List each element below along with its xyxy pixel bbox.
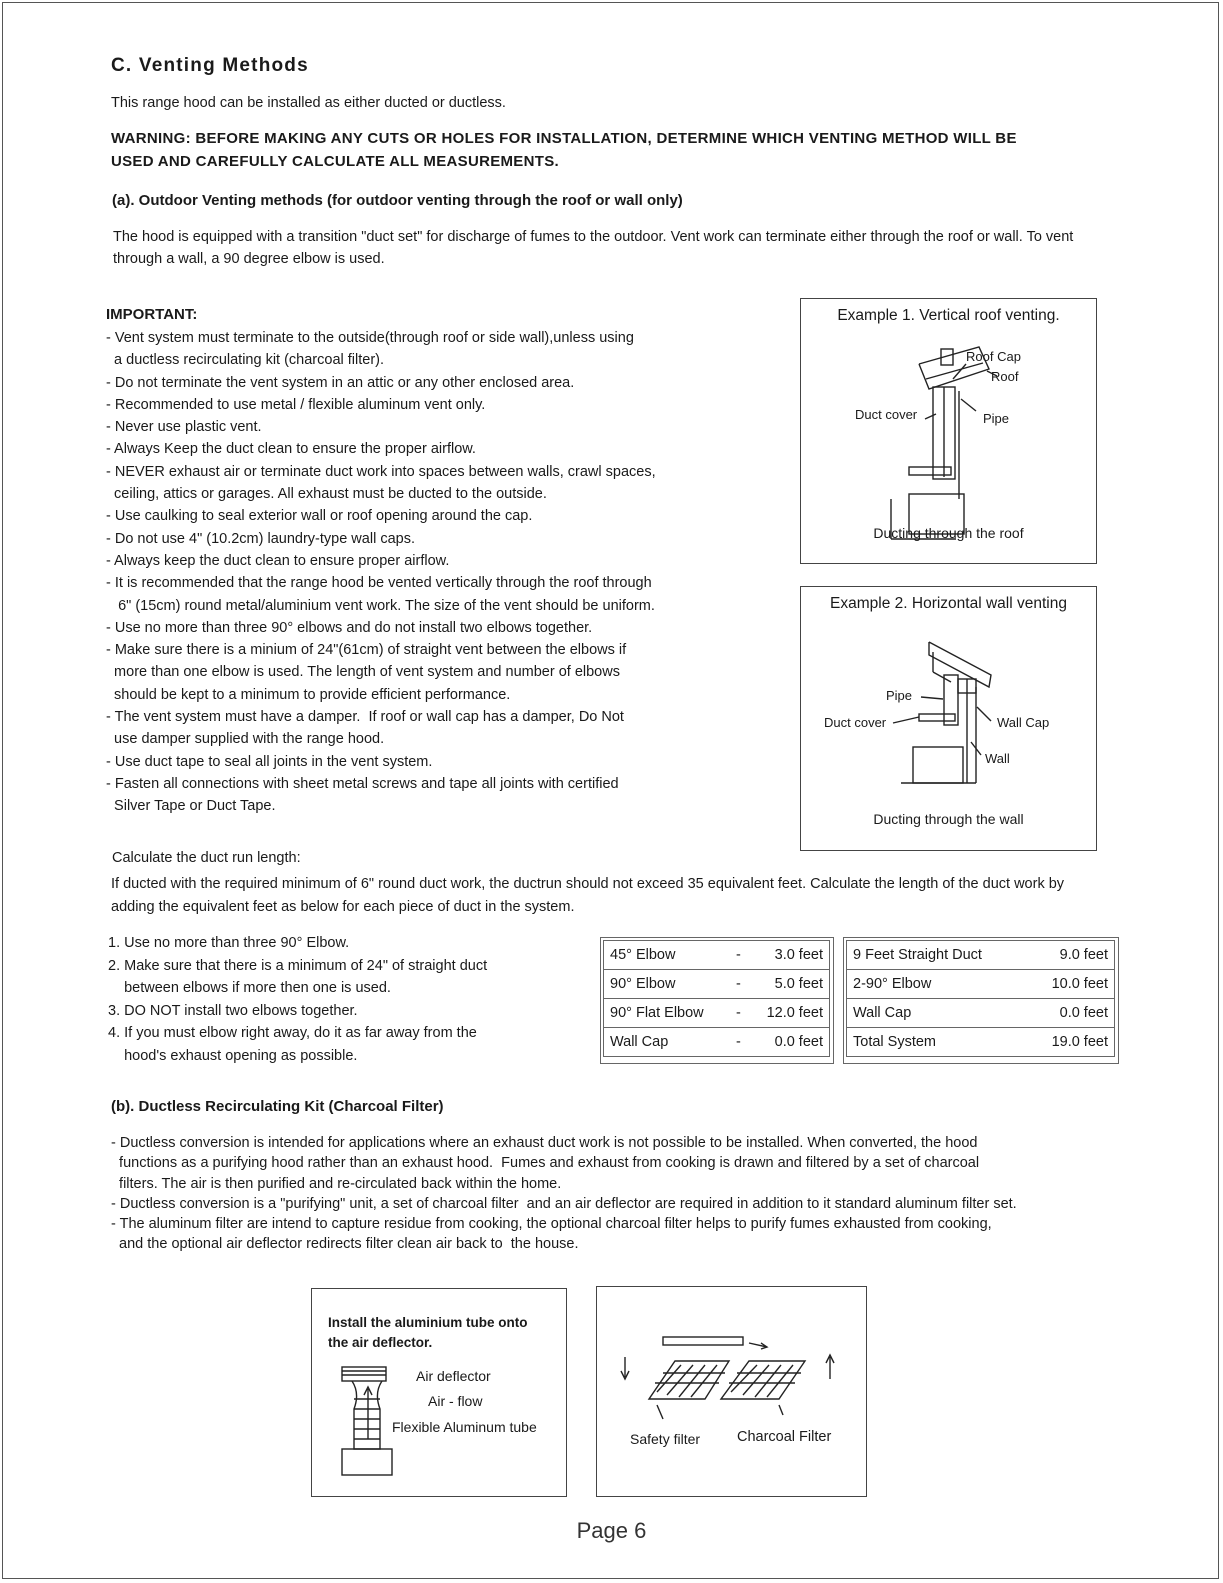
ductless-heading: (b). Ductless Recirculating Kit (Charcoal Filter) bbox=[111, 1098, 444, 1115]
table-cell: - bbox=[728, 941, 748, 970]
table-row bbox=[847, 999, 1115, 1028]
table-cell: 2-90° Elbow bbox=[847, 970, 1027, 999]
list-item: between elbows if more then one is used. bbox=[108, 980, 391, 996]
list-item: - Do not use 4" (10.2cm) laundry-type wall caps. bbox=[106, 530, 415, 547]
charcoal-filter-label: Charcoal Filter bbox=[737, 1429, 832, 1445]
example2-figure bbox=[800, 586, 1097, 851]
list-item: - Do not terminate the vent system in an attic or any other enclosed area. bbox=[106, 374, 575, 391]
list-item: 6" (15cm) round metal/aluminium vent work. The size of the vent should be uniform. bbox=[106, 597, 655, 614]
table-cell: Wall Cap bbox=[847, 999, 1027, 1028]
elbow-rules-list bbox=[108, 932, 487, 1067]
table-row bbox=[604, 1028, 830, 1057]
list-item: - Vent system must terminate to the outside(through roof or side wall),unless using bbox=[106, 330, 634, 346]
table-row bbox=[604, 970, 830, 999]
list-item: - Ductless conversion is a "purifying" unit, a set of charcoal filter and an air deflector are required in addition to it standard aluminum filter set. bbox=[111, 1195, 1017, 1212]
list-item: - The aluminum filter are intend to capture residue from cooking, the optional charcoal filter helps to purify fumes exhausted from cooking, bbox=[111, 1216, 992, 1233]
table-row bbox=[847, 941, 1115, 970]
list-item: - The vent system must have a damper. If roof or wall cap has a damper, Do Not bbox=[106, 709, 624, 726]
important-list bbox=[106, 327, 656, 818]
table-cell: Total System bbox=[847, 1028, 1027, 1057]
list-item: ceiling, attics or garages. All exhaust must be ducted to the outside. bbox=[106, 486, 547, 503]
list-item: 2. Make sure that there is a minimum of 24" of straight duct bbox=[108, 957, 488, 974]
list-item: - NEVER exhaust air or terminate duct work into spaces between walls, crawl spaces, bbox=[106, 463, 656, 480]
table-row bbox=[604, 941, 830, 970]
important-heading: IMPORTANT: bbox=[106, 306, 198, 323]
list-item: Silver Tape or Duct Tape. bbox=[106, 798, 276, 815]
table-cell: 5.0 feet bbox=[748, 970, 829, 999]
figure3-title-line: Install the aluminium tube onto bbox=[328, 1315, 528, 1330]
table-cell: 12.0 feet bbox=[748, 999, 829, 1028]
list-item: - Use caulking to seal exterior wall or roof opening around the cap. bbox=[106, 508, 533, 525]
list-item: 4. If you must elbow right away, do it as far away from the bbox=[108, 1025, 477, 1041]
roof-cap-label: Roof Cap bbox=[966, 349, 1021, 364]
table-cell: 3.0 feet bbox=[748, 941, 829, 970]
example2-caption: Ducting through the wall bbox=[873, 811, 1024, 827]
table-cell: 19.0 feet bbox=[1027, 1028, 1115, 1057]
list-item: 3. DO NOT install two elbows together. bbox=[108, 1002, 358, 1019]
filters-diagram bbox=[597, 1287, 868, 1498]
list-item: filters. The air is then purified and re-circulated back within the home. bbox=[111, 1175, 562, 1192]
list-item: - Recommended to use metal / flexible aluminum vent only. bbox=[106, 396, 486, 413]
duct-cover-label: Duct cover bbox=[855, 407, 918, 422]
table-cell: 9.0 feet bbox=[1027, 941, 1115, 970]
pipe-label: Pipe bbox=[983, 411, 1010, 426]
warning-text bbox=[111, 127, 1017, 173]
equivalent-feet-table bbox=[603, 940, 830, 1057]
table-cell: 10.0 feet bbox=[1027, 970, 1115, 999]
list-item: - Always Keep the duct clean to ensure the proper airflow. bbox=[106, 441, 476, 458]
list-item: a ductless recirculating kit (charcoal filter). bbox=[106, 352, 385, 369]
list-item: - Make sure there is a minium of 24"(61cm) of straight vent between the elbows if bbox=[106, 642, 627, 659]
list-item: should be kept to a minimum to provide efficient performance. bbox=[106, 686, 511, 703]
list-item: - Always keep the duct clean to ensure proper airflow. bbox=[106, 552, 450, 569]
table-cell: 0.0 feet bbox=[1027, 999, 1115, 1028]
list-item: - Use duct tape to seal all joints in the vent system. bbox=[106, 753, 433, 770]
table-cell: - bbox=[728, 999, 748, 1028]
list-item: functions as a purifying hood rather than an exhaust hood. Fumes and exhaust from cooking is drawn and filtered by a set of charcoal bbox=[111, 1155, 980, 1172]
list-item: use damper supplied with the range hood. bbox=[106, 731, 385, 748]
example-system-table-frame bbox=[843, 937, 1119, 1064]
calc-paragraph: If ducted with the required minimum of 6" round duct work, the ductrun should not exceed 35 equivalent feet. Calculate the length of the duct work by adding the equivalent feet as below for each piece of duct in the system. bbox=[111, 876, 1065, 915]
list-item: - Fasten all connections with sheet metal screws and tape all joints with certified bbox=[106, 775, 619, 792]
list-item: - It is recommended that the range hood be vented vertically through the roof through bbox=[106, 575, 652, 592]
table-cell: Wall Cap bbox=[604, 1028, 729, 1057]
table-cell: 90° Elbow bbox=[604, 970, 729, 999]
list-item: 1. Use no more than three 90° Elbow. bbox=[108, 935, 350, 951]
example2-title: Example 2. Horizontal wall venting bbox=[830, 595, 1067, 612]
air-flow-label: Air - flow bbox=[428, 1393, 483, 1409]
example1-caption: Ducting through the roof bbox=[873, 525, 1024, 541]
safety-filter-label: Safety filter bbox=[630, 1431, 701, 1447]
table-row bbox=[847, 970, 1115, 999]
list-item: more than one elbow is used. The length of vent system and number of elbows bbox=[106, 664, 620, 681]
table-cell: - bbox=[728, 1028, 748, 1057]
filters-figure bbox=[596, 1286, 867, 1497]
page-number: Page 6 bbox=[576, 1518, 647, 1543]
list-item: hood's exhaust opening as possible. bbox=[108, 1047, 358, 1064]
figure3-title-line: the air deflector. bbox=[328, 1335, 433, 1350]
air-deflector-figure bbox=[311, 1288, 567, 1497]
list-item: and the optional air deflector redirects filter clean air back to the house. bbox=[111, 1236, 579, 1253]
table-row bbox=[847, 1028, 1115, 1057]
intro-text: This range hood can be installed as either ducted or ductless. bbox=[111, 95, 506, 111]
pipe-label: Pipe bbox=[886, 688, 913, 703]
list-item: - Use no more than three 90° elbows and do not install two elbows together. bbox=[106, 619, 593, 636]
outdoor-venting-heading: (a). Outdoor Venting methods (for outdoor venting through the roof or wall only) bbox=[112, 192, 683, 209]
outdoor-venting-paragraph: The hood is equipped with a transition "duct set" for discharge of fumes to the outdoor. Vent work can terminate either through the roof or wall. To vent through a wall, a 90 degree elbow is used. bbox=[113, 229, 1074, 267]
section-title: C. Venting Methods bbox=[111, 55, 309, 76]
example1-figure bbox=[800, 298, 1097, 564]
warning-line: WARNING: BEFORE MAKING ANY CUTS OR HOLES FOR INSTALLATION, DETERMINE WHICH VENTING METHOD WILL BE bbox=[111, 130, 1017, 147]
table-cell: 9 Feet Straight Duct bbox=[847, 941, 1027, 970]
air-deflector-label: Air deflector bbox=[416, 1368, 491, 1384]
duct-cover-label: Duct cover bbox=[824, 715, 887, 730]
example1-title: Example 1. Vertical roof venting. bbox=[837, 307, 1060, 324]
list-item: - Ductless conversion is intended for applications where an exhaust duct work is not possible to be installed. When converted, the hood bbox=[111, 1135, 978, 1151]
equivalent-feet-table-frame bbox=[600, 937, 834, 1064]
example-system-table bbox=[846, 940, 1115, 1057]
wall-label: Wall bbox=[985, 751, 1010, 766]
calc-heading: Calculate the duct run length: bbox=[112, 850, 301, 866]
list-item: - Never use plastic vent. bbox=[106, 419, 262, 436]
table-cell: - bbox=[728, 970, 748, 999]
warning-line: USED AND CAREFULLY CALCULATE ALL MEASUREMENTS. bbox=[111, 153, 559, 170]
table-cell: 45° Elbow bbox=[604, 941, 729, 970]
flex-tube-label: Flexible Aluminum tube bbox=[392, 1419, 537, 1435]
roof-label: Roof bbox=[991, 369, 1019, 384]
table-cell: 90° Flat Elbow bbox=[604, 999, 729, 1028]
wall-cap-label: Wall Cap bbox=[997, 715, 1050, 730]
ductless-list bbox=[111, 1133, 1017, 1255]
table-row bbox=[604, 999, 830, 1028]
table-cell: 0.0 feet bbox=[748, 1028, 829, 1057]
